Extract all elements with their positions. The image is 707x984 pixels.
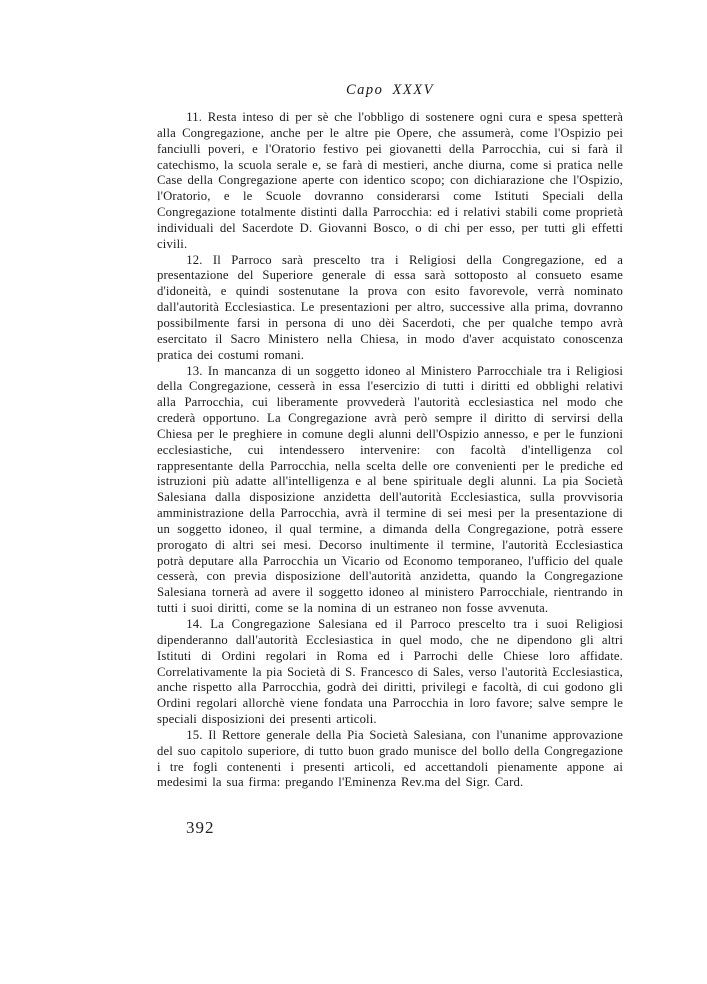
paragraph-14: 14. La Congregazione Salesiana ed il Parroco prescelto tra i suoi Religiosi dipenderanno dall'autorità Ecclesiastica in quel modo, che ne dipendono gli altri Istituti di Ordini regolari in Roma ed i Parrochi delle Chiese loro affidate. Correlativamente la pia Società di S. Francesco di Sales, verso l'autorità Ecclesiastica, anche rispetto alla Parrocchia, godrà dei diritti, privilegi e facoltà, di cui godono gli Ordini regolari allorchè viene fondata una Parrocchia in loro favore; salve sempre le speciali disposizioni dei presenti articoli. <box>157 617 623 727</box>
text-block <box>157 110 623 791</box>
paragraph-13: 13. In mancanza di un soggetto idoneo al Ministero Parrocchiale tra i Religiosi della Congregazione, cesserà in essa l'esercizio di tutti i diritti ed obblighi relativi alla Parrocchia, cui liberamente provvederà l'autorità ecclesiastica nel modo che crederà opportuno. La Congregazione avrà però sempre il diritto di servirsi della Chiesa per le preghiere in comune degli alunni dell'Ospizio annesso, e per le funzioni ecclesiastiche, cui intendessero intervenire: con facoltà d'intelligenza col rappresentante della Parrocchia, nella scelta delle ore convenienti per le prediche ed istruzioni più adatte all'intelligenza e al bene spirituale degli alunni. La pia Società Salesiana dalla disposizione anzidetta dell'autorità Ecclesiastica, sulla provvisoria amministrazione della Parrocchia, avrà il termine di sei mesi per la presentazione di un soggetto idoneo, il qual termine, a dimanda della Congregazione, potrà essere prorogato di altri sei mesi. Decorso inultimente il termine, l'autorità Ecclesiastica potrà deputare alla Parrocchia un Vicario od Economo temporaneo, l'ufficio del quale cesserà, con previa disposizione dell'autorità anzidetta, quando la Congregazione Salesiana tornerà ad avere il soggetto idoneo al ministero Parrocchiale, rientrando in tutti i suoi diritti, come se la nomina di un estraneo non fosse avvenuta. <box>157 363 623 616</box>
chapter-heading: Capo XXXV <box>346 82 434 98</box>
paragraph-11: 11. Resta inteso di per sè che l'obbligo di sostenere ogni cura e spesa spetterà alla Congregazione, anche per le altre pie Opere, che assumerà, come l'Ospizio pei fanciulli poveri, e l'Oratorio festivo pei giovanetti della Parrocchia, cui si farà il catechismo, la scuola serale e, se farà di mestieri, anche diurna, come si pratica nelle Case della Congregazione aperte con identico scopo; con dichiarazione che l'Ospizio, l'Oratorio, e le Scuole dovranno considerarsi come Istituti Speciali della Congregazione totalmente distinti dalla Parrocchia: ed i relativi stabili come proprietà individuali del Sacerdote D. Giovanni Bosco, o di chi per esso, per tutti gli effetti civili. <box>157 110 623 251</box>
paragraph-12: 12. Il Parroco sarà prescelto tra i Religiosi della Congregazione, ed a presentazione del Superiore generale di essa sarà sottoposto al consueto esame d'idoneità, e quindi sostenutane la prova con esito favorevole, verrà nominato dall'autorità Ecclesiastica. Le presentazioni per altro, successive alla prima, dovranno possibilmente farsi in persona di uno dèi Sacerdoti, che per qualche tempo avrà esercitato il Sacro Ministero nella Chiesa, in modo d'aver acquistato conoscenza pratica dei costumi romani. <box>157 252 623 362</box>
page-number: 392 <box>186 818 215 837</box>
text-column <box>157 82 623 791</box>
paragraph-15: 15. Il Rettore generale della Pia Società Salesiana, con l'unanime approvazione del suo capitolo superiore, di tutto buon grado munisce del bollo della Congregazione i tre fogli contenenti i presenti articoli, ed accettandoli pienamente appone ai medesimi la sua firma: pregando l'Eminenza Rev.ma del Sigr. Card. <box>157 727 623 790</box>
